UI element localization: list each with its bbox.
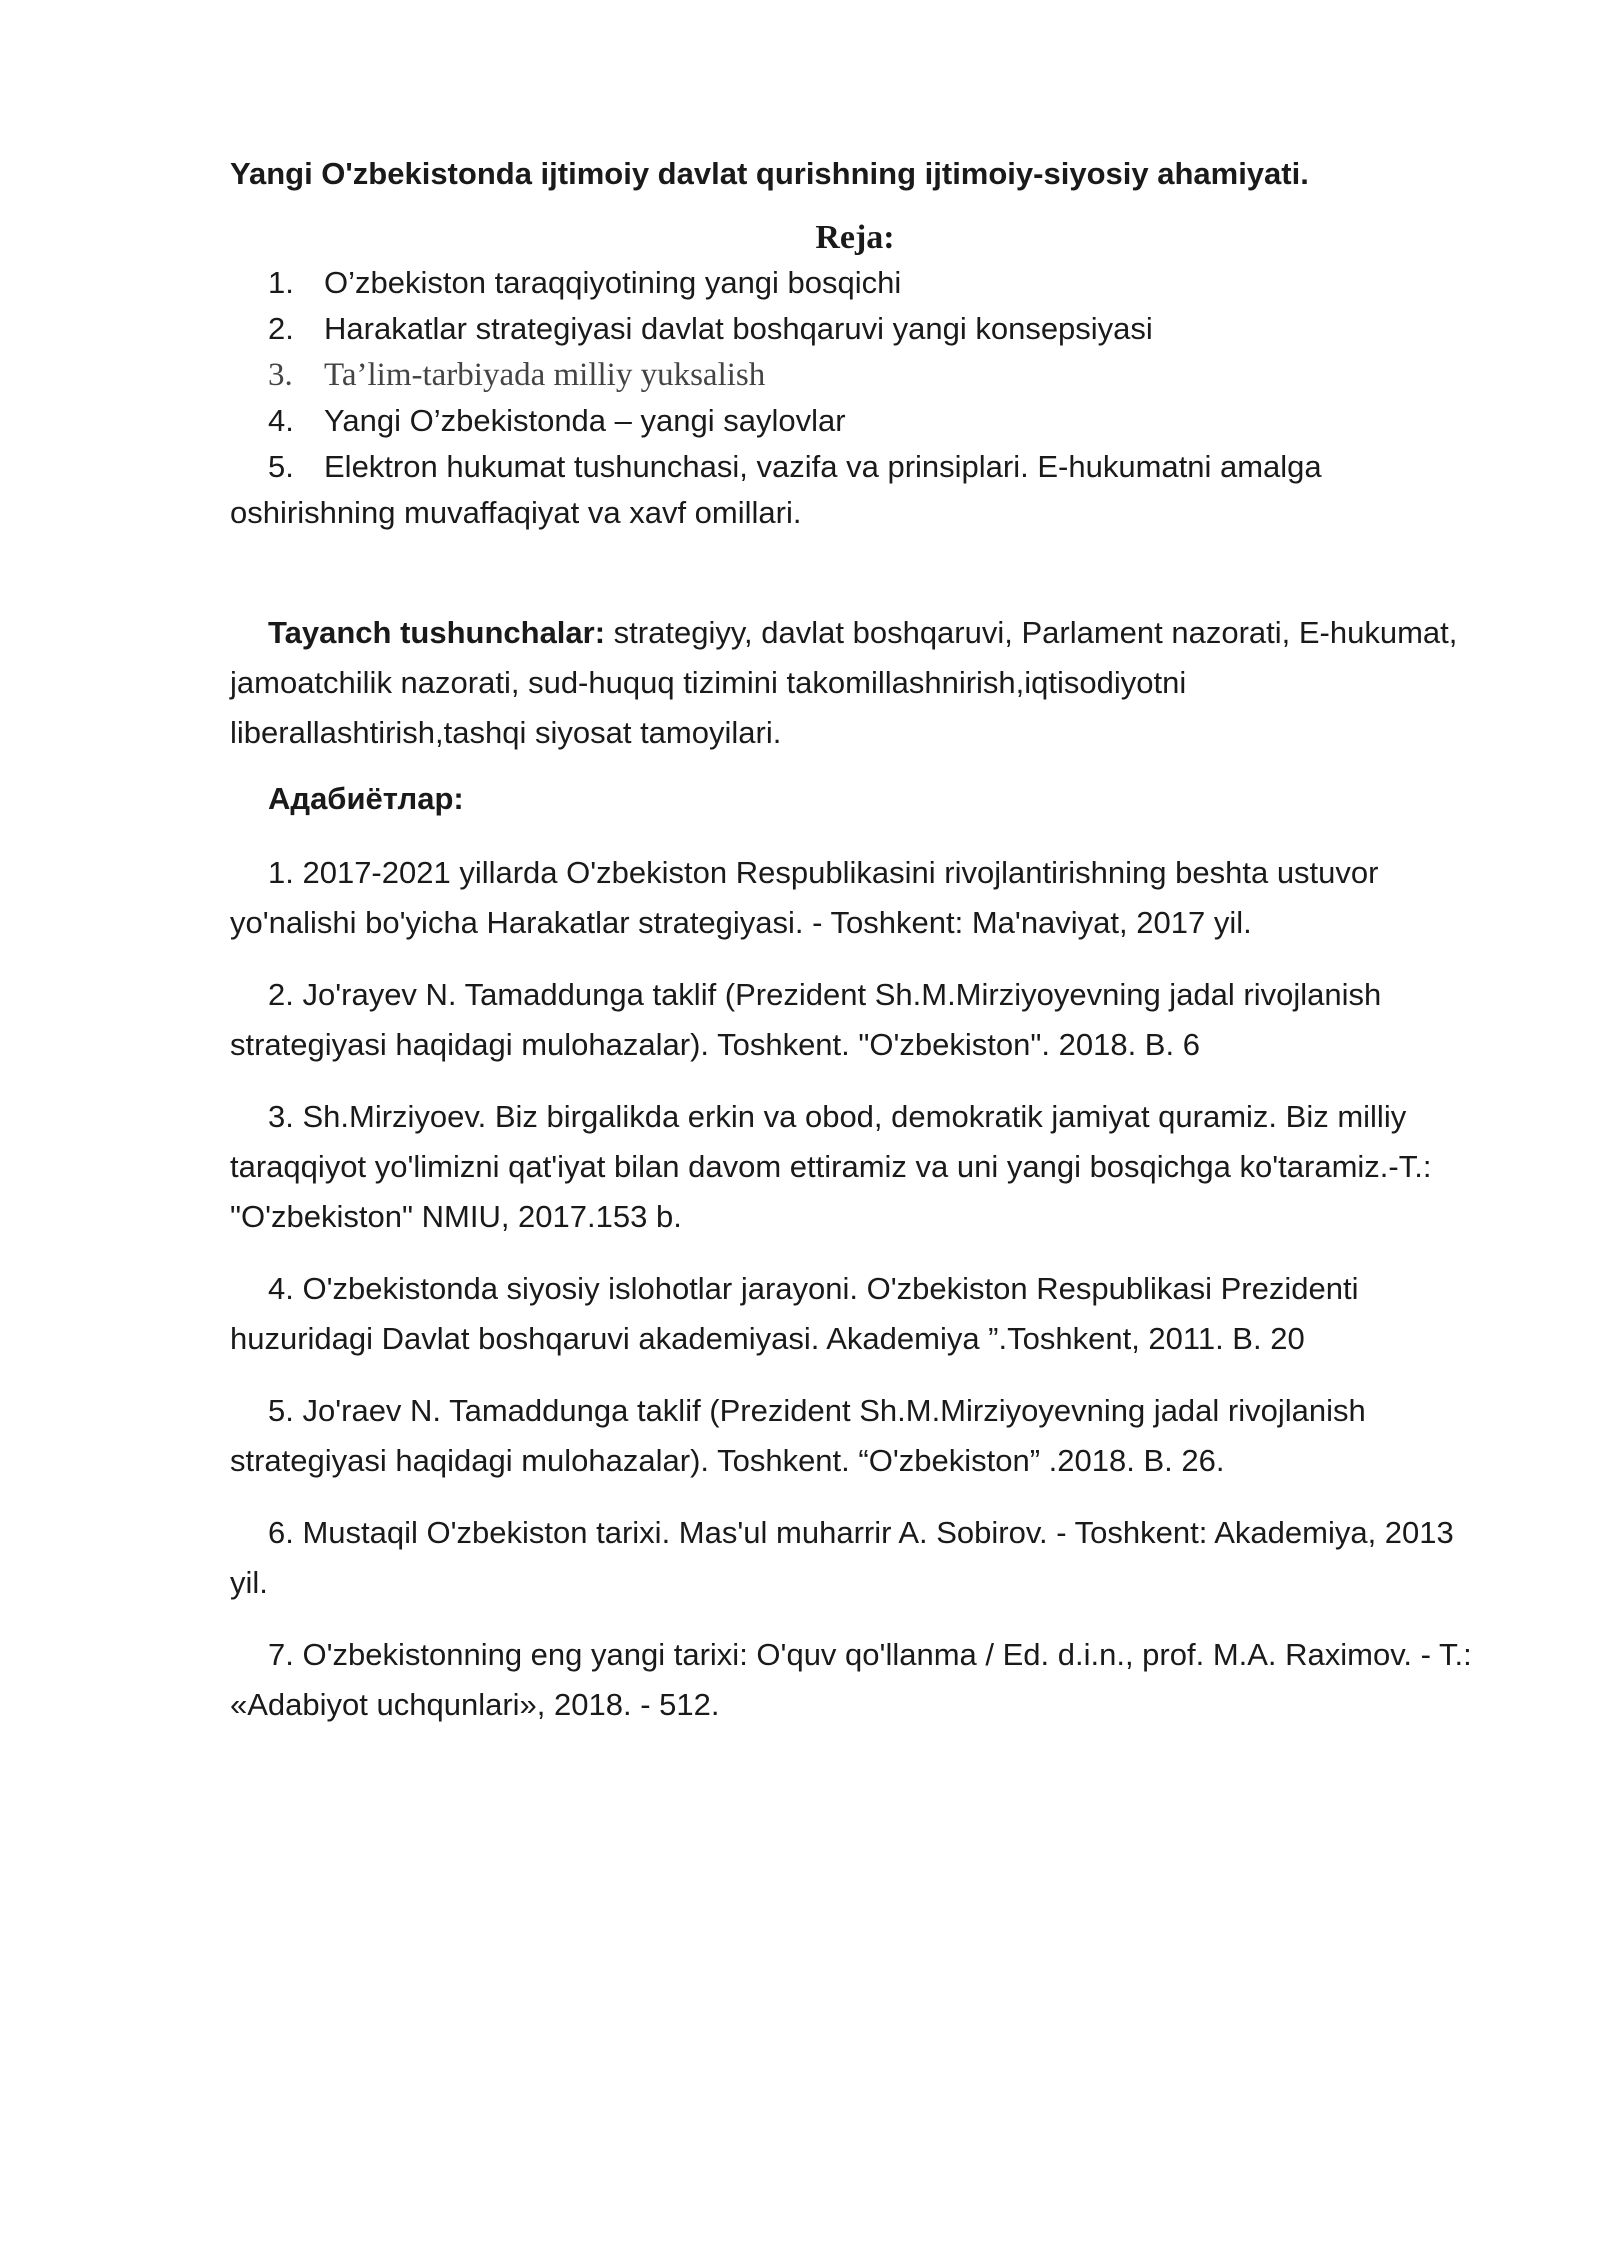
plan-item-text: O’zbekiston taraqqiyotining yangi bosqichi [324, 265, 902, 300]
plan-item-number: 2. [268, 311, 294, 346]
plan-item [230, 352, 1480, 398]
plan-item [230, 398, 1480, 444]
plan-item-number: 1. [268, 265, 294, 300]
plan-item-text: Ta’lim-tarbiyada milliy yuksalish [324, 357, 766, 393]
plan-heading: Reja: [815, 219, 895, 256]
literature-list [230, 848, 1480, 1730]
plan-item [230, 260, 1480, 306]
key-concepts-paragraph [230, 608, 1480, 758]
literature-item: 1. 2017-2021 yillarda O'zbekiston Respublikasini rivojlantirishning beshta ustuvor yo'nalishi bo'yicha Harakatlar strategiyasi. - Toshkent: Ma'naviyat, 2017 yil. [230, 855, 1379, 940]
plan-item [230, 444, 1480, 536]
plan-item-number: 3. [268, 357, 293, 393]
plan-item [230, 306, 1480, 352]
plan-item-number: 5. [268, 449, 294, 484]
document-title: Yangi O'zbekistonda ijtimoiy davlat qurishning ijtimoiy-siyosiy ahamiyati. [230, 156, 1309, 191]
plan-item-text: Yangi O’zbekistonda – yangi saylovlar [324, 403, 846, 438]
key-concepts-label: Tayanch tushunchalar: [268, 615, 606, 650]
literature-item: 5. Jo'raev N. Tamaddunga taklif (Prezident Sh.M.Mirziyoyevning jadal rivojlanish strategiyasi haqidagi mulohazalar). Toshkent. “O'zbekiston” .2018. B. 26. [230, 1393, 1366, 1478]
plan-list [230, 260, 1480, 536]
literature-heading: Адабиётлар: [268, 781, 464, 816]
plan-item-number: 4. [268, 403, 294, 438]
plan-item-text: Elektron hukumat tushunchasi, vazifa va prinsiplari. E-hukumatni amalga oshirishning muvaffaqiyat va xavf omillari. [230, 449, 1322, 530]
spacer [230, 536, 1480, 608]
plan-item-text: Harakatlar strategiyasi davlat boshqaruvi yangi konsepsiyasi [324, 311, 1153, 346]
key-concepts-text: strategiyy, davlat boshqaruvi, Parlament nazorati, E-hukumat, jamoatchilik nazorati, sud-huquq tizimini takomillashnirish,iqtisodiyotni liberallashtirish,tashqi siyosat tamoyilari. [230, 615, 1458, 750]
literature-item: 3. Sh.Mirziyoev. Biz birgalikda erkin va obod, demokratik jamiyat quramiz. Biz milliy taraqqiyot yo'limizni qat'iyat bilan davom ettiramiz va uni yangi bosqichga ko'taramiz.-T.: "O'zbekiston" NMIU, 2017.153 b. [230, 1099, 1432, 1234]
literature-item: 2. Jo'rayev N. Tamaddunga taklif (Prezident Sh.M.Mirziyoyevning jadal rivojlanish strategiyasi haqidagi mulohazalar). Toshkent. "O'zbekiston". 2018. B. 6 [230, 977, 1382, 1062]
literature-item: 6. Mustaqil O'zbekiston tarixi. Mas'ul muharrir A. Sobirov. - Toshkent: Akademiya, 2013 yil. [230, 1515, 1454, 1600]
literature-item: 7. O'zbekistonning eng yangi tarixi: O'quv qo'llanma / Ed. d.i.n., prof. M.A. Raximov. - T.: «Adabiyot uchqunlari», 2018. - 512. [230, 1637, 1472, 1722]
literature-item: 4. O'zbekistonda siyosiy islohotlar jarayoni. O'zbekiston Respublikasi Prezidenti huzuridagi Davlat boshqaruvi akademiyasi. Akademiya ”.Toshkent, 2011. B. 20 [230, 1271, 1359, 1356]
